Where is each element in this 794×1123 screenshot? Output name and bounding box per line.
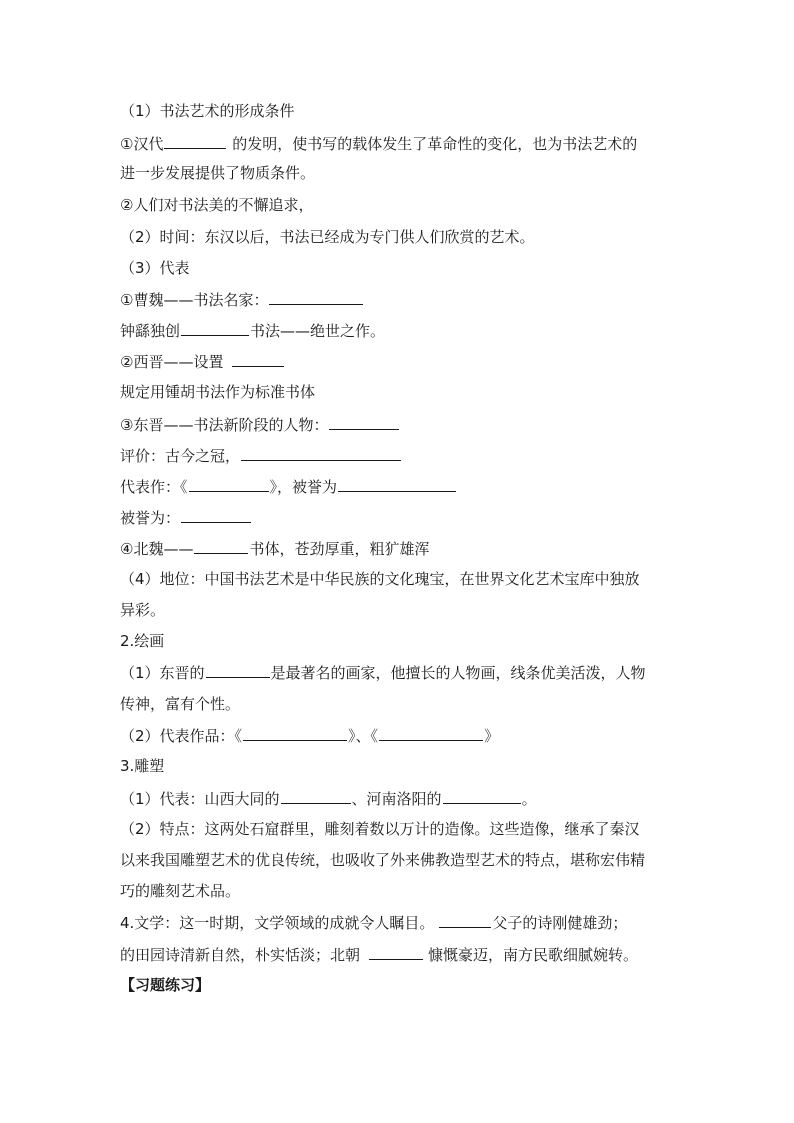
condition-2: ②人们对书法美的不懈追求， bbox=[120, 196, 314, 214]
evaluation-line: 评价：古今之冠， bbox=[120, 445, 680, 466]
answer-blank[interactable] bbox=[181, 507, 251, 523]
praised-line: 被誉为： bbox=[120, 507, 680, 528]
painting-heading: 2.绘画 bbox=[120, 632, 165, 650]
sculpture-features-2: 以来我国雕塑艺术的优良传统，也吸收了外来佛教造型艺术的特点，堪称宏伟精 bbox=[120, 851, 646, 869]
answer-blank[interactable] bbox=[164, 133, 226, 149]
answer-blank[interactable] bbox=[329, 414, 399, 430]
answer-blank[interactable] bbox=[181, 320, 249, 336]
answer-blank[interactable] bbox=[232, 351, 284, 367]
literature-line-2: 的田园诗清新自然，朴实恬淡；北朝 慷慨豪迈，南方民歌细腻婉转。 bbox=[120, 946, 639, 964]
condition-1: ①汉代 的发明，使书写的载体发生了革命性的变化，也为书法艺术的 bbox=[120, 135, 638, 153]
xijin-line: ②西晋——设置 bbox=[120, 351, 680, 372]
answer-blank[interactable] bbox=[443, 788, 521, 804]
answer-blank[interactable] bbox=[243, 725, 347, 741]
answer-blank[interactable] bbox=[281, 788, 351, 804]
answer-blank[interactable] bbox=[206, 662, 270, 678]
sculpture-representatives: （1）代表：山西大同的 、河南洛阳的 。 bbox=[120, 790, 537, 808]
painting-line-1: （1）东晋的 是最著名的画家，他擅长的人物画，线条优美活泼，人物 bbox=[120, 664, 646, 682]
answer-blank[interactable] bbox=[369, 944, 423, 960]
sculpture-features-1: （2）特点：这两处石窟群里，雕刻着数以万计的造像。这些造像，继承了秦汉 bbox=[120, 820, 640, 838]
answer-blank[interactable] bbox=[379, 725, 483, 741]
answer-blank[interactable] bbox=[189, 476, 269, 492]
painting-works-line: （2）代表作品：《 》、《 》 bbox=[120, 727, 500, 745]
answer-blank[interactable] bbox=[269, 289, 363, 305]
caowei-line: ①曹魏——书法名家： bbox=[120, 289, 680, 310]
answer-blank[interactable] bbox=[194, 538, 248, 554]
sculpture-features-3: 巧的雕刻艺术品。 bbox=[120, 882, 241, 900]
dongjin-line: ③东晋——书法新阶段的人物： bbox=[120, 414, 680, 435]
condition-1-continued: 进一步发展提供了物质条件。 bbox=[120, 164, 316, 182]
rule-line: 规定用锺胡书法作为标准书体 bbox=[120, 383, 316, 401]
time-line: （2）时间：东汉以后，书法已经成为专门供人们欣赏的艺术。 bbox=[120, 228, 535, 246]
beiwei-line: ④北魏—— 书体，苍劲厚重，粗犷雄浑 bbox=[120, 540, 430, 558]
painting-line-1-continued: 传神，富有个性。 bbox=[120, 695, 241, 713]
answer-blank[interactable] bbox=[241, 445, 401, 461]
formation-heading: （1）书法艺术的形成条件 bbox=[120, 102, 295, 120]
literature-line-1: 4.文学：这一时期，文学领域的成就令人瞩目。 父子的诗刚健雄劲； bbox=[120, 914, 628, 932]
exercise-heading: 【习题练习】 bbox=[120, 976, 211, 994]
works-line: 代表作：《 》，被誉为 bbox=[120, 476, 680, 497]
status-line-continued: 异彩。 bbox=[120, 601, 166, 619]
answer-blank[interactable] bbox=[439, 912, 491, 928]
answer-blank[interactable] bbox=[338, 476, 456, 492]
status-line: （4）地位：中国书法艺术是中华民族的文化瑰宝，在世界文化艺术宝库中独放 bbox=[120, 570, 640, 588]
sculpture-heading: 3.雕塑 bbox=[120, 757, 165, 775]
representatives-heading: （3）代表 bbox=[120, 259, 190, 277]
zhongyao-line: 钟繇独创 书法——绝世之作。 bbox=[120, 322, 386, 340]
